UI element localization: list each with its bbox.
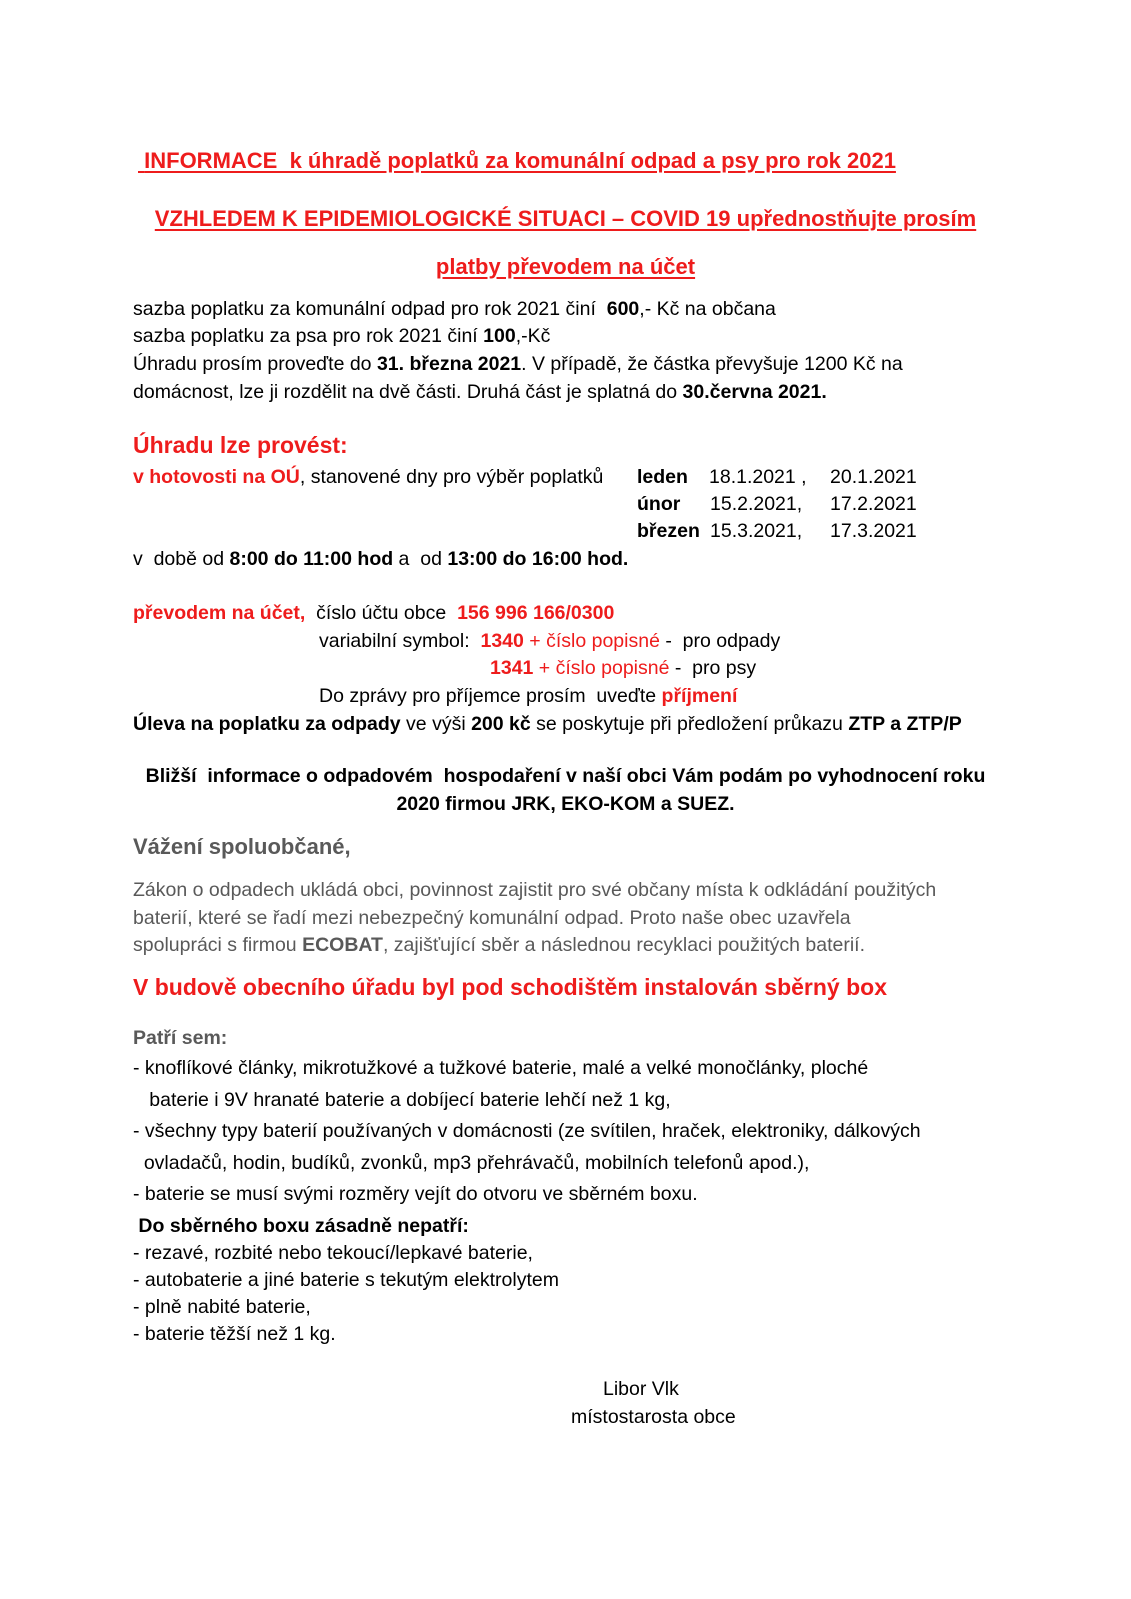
split-pre: domácnost, lze ji rozdělit na dvě části. Druhá část je splatná do [133, 381, 683, 403]
info-line1: Bližší informace o odpadovém hospodaření v naší obci Vám podám po vyhodnocení roku [145, 765, 986, 787]
dog-rate-line [133, 323, 550, 349]
account-number: 156 996 166/0300 [457, 602, 615, 624]
hours-afternoon: 13:00 do 16:00 hod. [447, 548, 629, 570]
hours-pre: v době od [133, 548, 230, 570]
waste-rate-amount: 600 [606, 298, 640, 320]
vs-dog-desc: - pro psy [669, 657, 757, 679]
vs-dog-suffix: + číslo popisné [533, 657, 670, 679]
deadline-post: . V případě, že částka převyšuje 1200 Kč na [521, 353, 903, 375]
cash-text: , stanovené dny pro výběr poplatků [299, 466, 604, 488]
signature-role: místostarosta obce [571, 1406, 736, 1428]
deadline-pre: Úhradu prosím proveďte do [133, 353, 377, 375]
p3-post: , zajišťující sběr a následnou recyklaci použitých baterií. [382, 934, 866, 956]
deadline-date: 31. března 2021 [376, 353, 522, 375]
hours-morning: 8:00 do 11:00 hod [229, 548, 394, 570]
schedule-date1: 15.3.2021, [710, 520, 803, 542]
waste-rate-line [133, 296, 776, 322]
schedule-date2: 17.2.2021 [830, 493, 917, 515]
batteries-paragraph-line1: Zákon o odpadech ukládá obci, povinnost zajistit pro své občany místa k odkládání použitých [133, 879, 937, 901]
discount-cards: ZTP a ZTP/P [848, 713, 962, 735]
deadline-line [133, 351, 903, 377]
vs-waste-line [319, 628, 780, 654]
waste-rate-post: ,- Kč na občana [639, 298, 776, 320]
payment-heading: Úhradu lze provést: [133, 432, 348, 458]
list-item: - plně nabité baterie, [133, 1296, 311, 1318]
vs-dog-line [490, 655, 756, 681]
hours-mid: a od [393, 548, 448, 570]
transfer-text: číslo účtu obce [305, 602, 458, 624]
batteries-paragraph-line2: baterií, které se řadí mezi nebezpečný komunální odpad. Proto naše obec uzavřela [133, 907, 851, 929]
list-item: - baterie se musí svými rozměry vejít do otvoru ve sběrném boxu. [133, 1183, 698, 1205]
title-text: INFORMACE k úhradě poplatků za komunální odpad a psy pro rok 2021 [144, 148, 896, 173]
office-hours-line [133, 546, 628, 572]
list-item: ovladačů, hodin, budíků, zvonků, mp3 přehrávačů, mobilních telefonů apod.), [133, 1152, 810, 1174]
discount-amount: 200 kč [471, 713, 531, 735]
list-item: - všechny typy baterií používaných v domácnosti (ze svítilen, hraček, elektroniky, dálkových [133, 1120, 921, 1142]
greeting: Vážení spoluobčané, [133, 834, 351, 859]
list-item: baterie i 9V hranaté baterie a dobíjecí baterie lehčí než 1 kg, [133, 1089, 671, 1111]
schedule-date2: 20.1.2021 [830, 466, 917, 488]
list-item: - rezavé, rozbité nebo tekoucí/lepkavé baterie, [133, 1242, 533, 1264]
ecobat-brand: ECOBAT [302, 934, 383, 956]
batteries-paragraph-line3 [133, 932, 865, 958]
box-heading: V budově obecního úřadu byl pod schodištěm instalován sběrný box [133, 974, 888, 1000]
cash-label: v hotovosti na OÚ [133, 466, 300, 488]
schedule-month: únor [637, 493, 681, 515]
vs-label: variabilní symbol: [319, 630, 481, 652]
transfer-line [133, 600, 614, 626]
dog-rate-pre: sazba poplatku za psa pro rok 2021 činí [133, 325, 484, 347]
info-line2: 2020 firmou JRK, EKO-KOM a SUEZ. [396, 793, 735, 815]
list-item: - knoflíkové články, mikrotužkové a tužkové baterie, malé a velké monočlánky, ploché [133, 1057, 869, 1079]
cash-payment-line [133, 464, 603, 490]
list-item: - baterie těžší než 1 kg. [133, 1323, 336, 1345]
schedule-date2: 17.3.2021 [830, 520, 917, 542]
schedule-date1: 18.1.2021 , [709, 466, 807, 488]
split-payment-line [133, 379, 827, 405]
vs-waste-desc: - pro odpady [659, 630, 781, 652]
vs-dog-code: 1341 [490, 657, 534, 679]
not-belongs-heading: Do sběrného boxu zásadně nepatří: [133, 1215, 469, 1237]
list-item: - autobaterie a jiné baterie s tekutým elektrolytem [133, 1269, 559, 1291]
message-line [319, 683, 737, 709]
discount-line [133, 711, 962, 737]
discount-part1: Úleva na poplatku za odpady [133, 713, 401, 735]
waste-rate-pre: sazba poplatku za komunální odpad pro rok 2021 činí [133, 298, 607, 320]
message-pre: Do zprávy pro příjemce prosím uveďte [319, 685, 662, 707]
covid-notice-line2: platby převodem na účet [435, 254, 696, 279]
discount-part2: ve výši [400, 713, 472, 735]
split-date: 30.června 2021. [682, 381, 827, 403]
p3-pre: spolupráci s firmou [133, 934, 303, 956]
belongs-heading: Patří sem: [133, 1027, 228, 1049]
message-value: příjmení [661, 685, 738, 707]
dog-rate-post: ,-Kč [515, 325, 551, 347]
signature-name: Libor Vlk [603, 1378, 679, 1400]
transfer-label: převodem na účet, [133, 602, 306, 624]
discount-part4: se poskytuje při předložení průkazu [530, 713, 849, 735]
dog-rate-amount: 100 [483, 325, 516, 347]
vs-waste-code: 1340 [480, 630, 524, 652]
schedule-date1: 15.2.2021, [710, 493, 803, 515]
document-title [138, 148, 896, 174]
vs-waste-suffix: + číslo popisné [523, 630, 660, 652]
schedule-month: leden [637, 466, 688, 488]
covid-notice-line1: VZHLEDEM K EPIDEMIOLOGICKÉ SITUACI – COVID 19 upřednostňujte prosím [154, 206, 977, 231]
schedule-month: březen [637, 520, 700, 542]
